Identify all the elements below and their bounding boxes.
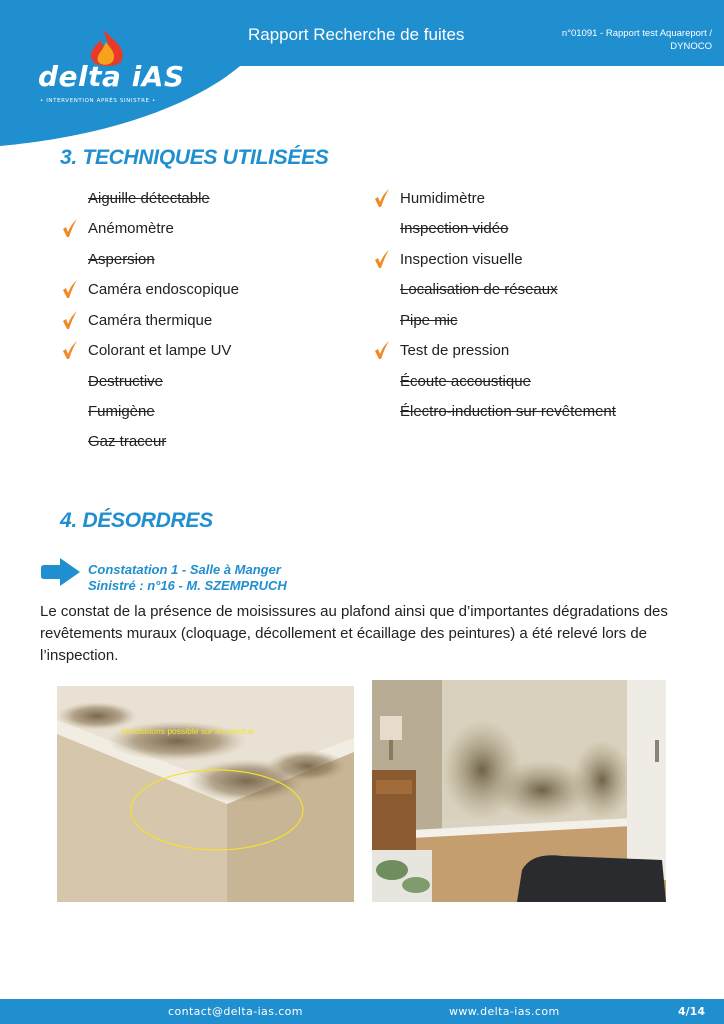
checkmark-icon <box>374 188 390 208</box>
technique-label: Pipe mic <box>400 312 458 329</box>
logo-tagline: • INTERVENTION APRÈS SINISTRE • <box>40 98 156 104</box>
footer-website-link[interactable]: www.delta-ias.com <box>449 1005 560 1018</box>
technique-label: Humidimètre <box>400 190 486 207</box>
photo-bedroom-wall <box>372 680 666 902</box>
technique-label: Caméra endoscopique <box>88 281 239 298</box>
footer-band <box>0 999 724 1024</box>
technique-label: Gaz traceur <box>88 433 167 450</box>
report-reference-line2: DYNOCO <box>670 41 712 52</box>
section-title-desordres: 4. DÉSORDRES <box>60 509 213 532</box>
technique-label: Caméra thermique <box>88 312 213 329</box>
technique-label: Aspersion <box>88 251 155 268</box>
report-reference <box>512 27 712 53</box>
checkmark-icon <box>374 249 390 269</box>
sinistre-subtitle: Sinistré : n°16 - M. SZEMPRUCH <box>88 578 287 593</box>
photo-ceiling-mold-image <box>57 686 354 902</box>
logo-wordmark: delta iAS <box>38 60 185 93</box>
checkmark-icon <box>374 340 390 360</box>
technique-label: Fumigène <box>88 403 155 420</box>
footer-email-link[interactable]: contact@delta-ias.com <box>168 1005 303 1018</box>
checkmark-icon <box>62 340 78 360</box>
technique-label: Test de pression <box>400 342 510 359</box>
photo-bedroom-wall-image <box>372 680 666 902</box>
technique-label: Écoute accoustique <box>400 373 531 390</box>
photo-ceiling-mold <box>57 686 354 902</box>
technique-label: Colorant et lampe UV <box>88 342 232 359</box>
technique-label: Inspection visuelle <box>400 251 523 268</box>
technique-label: Électro-induction sur revêtement <box>400 403 616 420</box>
technique-label: Localisation de réseaux <box>400 281 558 298</box>
technique-label: Inspection vidéo <box>400 220 509 237</box>
arrow-right-icon <box>40 556 82 588</box>
page-number: 4/14 <box>678 1005 705 1018</box>
constatation-title: Constatation 1 - Salle à Manger <box>88 562 281 577</box>
photo-annotation-text: annotations possible sur les photos <box>121 726 254 736</box>
section-title-techniques: 3. TECHNIQUES UTILISÉES <box>60 146 329 169</box>
checkmark-icon <box>62 218 78 238</box>
technique-label: Anémomètre <box>88 220 174 237</box>
constatation-description: Le constat de la présence de moisissures au plafond ainsi que d’importantes dégradations des revêtements muraux (cloquage, décollement et écaillage des peintures) a été relevé lors de l’inspection. <box>40 603 668 664</box>
report-title: Rapport Recherche de fuites <box>248 25 465 44</box>
checkmark-icon <box>62 310 78 330</box>
report-reference-line1: n°01091 - Rapport test Aquareport / <box>561 28 712 39</box>
technique-label: Aiguille détectable <box>88 190 210 207</box>
technique-label: Destructive <box>88 373 164 390</box>
checkmark-icon <box>62 279 78 299</box>
